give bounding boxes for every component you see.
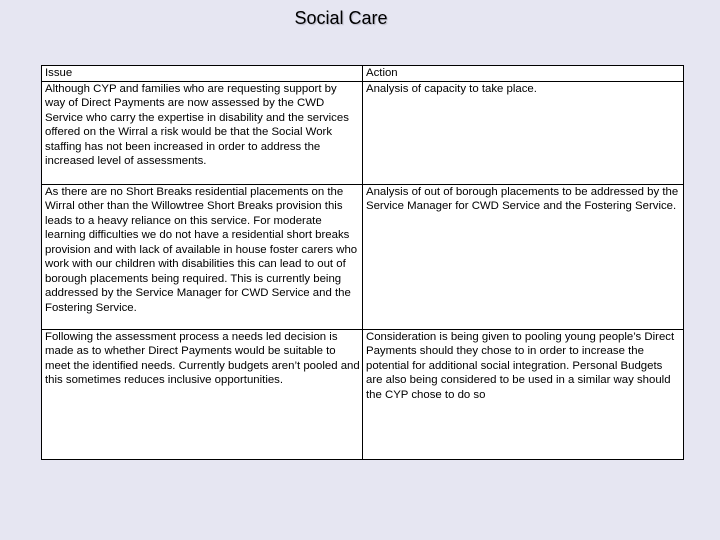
issue-cell: Following the assessment process a needs led decision is made as to whether Direct Payments would be suitable to meet the identified needs. Currently budgets aren’t pooled and this sometimes reduces inclusive opportunities. <box>42 329 363 460</box>
social-care-table <box>41 65 684 460</box>
page-title: Social Care <box>294 8 388 28</box>
table-header-row <box>42 66 684 82</box>
table-row <box>42 329 684 460</box>
action-cell: Consideration is being given to pooling young people’s Direct Payments should they chose to in order to increase the potential for additional social integration. Personal Budgets are also being considered to be used in a similar way should the CYP chose to do so <box>362 329 683 460</box>
action-cell: Analysis of capacity to take place. <box>362 81 683 184</box>
header-action: Action <box>362 66 683 82</box>
issue-cell: Although CYP and families who are requesting support by way of Direct Payments are now assessed by the CWD Service who carry the expertise in disability and the services offered on the Wirral a risk would be that the Social Work staffing has not been increased in order to address the increased level of assessments. <box>42 81 363 184</box>
table-row <box>42 81 684 184</box>
issue-cell: As there are no Short Breaks residential placements on the Wirral other than the Willowtree Short Breaks provision this leads to a heavy reliance on this service. For moderate learning difficulties we do not have a residential short breaks provision and with lack of available in house foster carers who work with our children with disabilities this can lead to out of borough placements being required. This is currently being addressed by the Service Manager for CWD Service and the Fostering Service. <box>42 184 363 329</box>
header-issue: Issue <box>42 66 363 82</box>
table-row <box>42 184 684 329</box>
action-cell: Analysis of out of borough placements to be addressed by the Service Manager for CWD Service and the Fostering Service. <box>362 184 683 329</box>
